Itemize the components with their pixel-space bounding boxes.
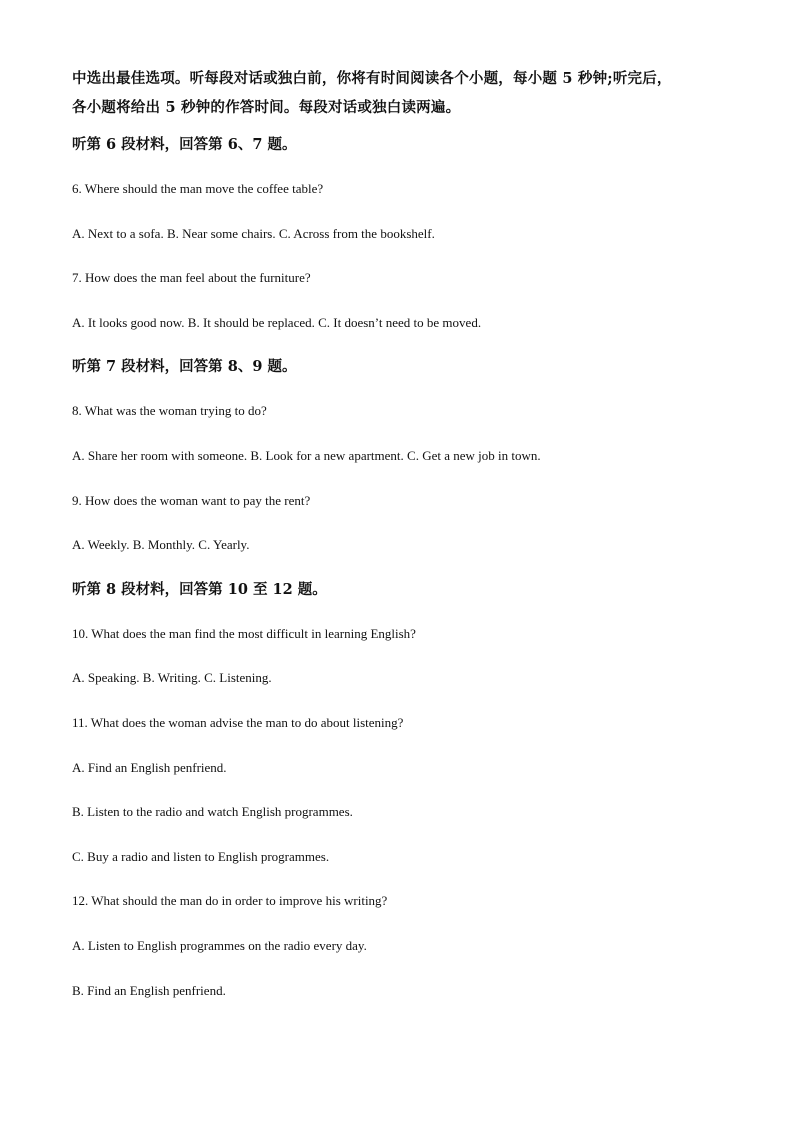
instructions-line-2: 各小题将给出 5 秒钟的作答时间。每段对话或独白读两遍。 <box>72 99 461 116</box>
section-material-8 <box>72 580 732 1001</box>
section-heading: 听第 6 段材料，回答第 6、7 题。 <box>72 136 297 153</box>
question-9: 9. How does the woman want to pay the rent? <box>72 492 311 508</box>
section-material-6 <box>72 135 732 333</box>
option-12-b: B. Find an English penfriend. <box>72 982 226 998</box>
question-7: 7. How does the man feel about the furniture? <box>72 270 311 286</box>
question-12: 12. What should the man do in order to improve his writing? <box>72 893 388 909</box>
options-6: A. Next to a sofa. B. Near some chairs. C. Across from the bookshelf. <box>72 225 435 241</box>
question-8: 8. What was the woman trying to do? <box>72 403 267 419</box>
option-11-b: B. Listen to the radio and watch English programmes. <box>72 804 353 820</box>
question-10: 10. What does the man find the most difficult in learning English? <box>72 625 416 641</box>
question-11: 11. What does the woman advise the man to do about listening? <box>72 714 404 730</box>
options-8: A. Share her room with someone. B. Look for a new apartment. C. Get a new job in town. <box>72 447 541 463</box>
section-heading: 听第 8 段材料，回答第 10 至 12 题。 <box>72 580 327 598</box>
exam-page <box>72 64 732 1025</box>
question-6: 6. Where should the man move the coffee table? <box>72 181 324 196</box>
option-11-a: A. Find an English penfriend. <box>72 759 227 775</box>
options-7: A. It looks good now. B. It should be replaced. C. It doesn’t need to be moved. <box>72 314 482 330</box>
instructions-line-1: 中选出最佳选项。听每段对话或独白前，你将有时间阅读各个小题，每小题 5 秒钟;听完后， <box>72 70 672 87</box>
option-11-c: C. Buy a radio and listen to English programmes. <box>72 848 330 864</box>
option-12-a: A. Listen to English programmes on the radio every day. <box>72 937 367 953</box>
options-9: A. Weekly. B. Monthly. C. Yearly. <box>72 537 250 553</box>
section-material-7 <box>72 357 732 555</box>
instructions-paragraph <box>72 64 732 122</box>
section-heading: 听第 7 段材料，回答第 8、9 题。 <box>72 358 297 376</box>
options-10: A. Speaking. B. Writing. C. Listening. <box>72 670 272 686</box>
